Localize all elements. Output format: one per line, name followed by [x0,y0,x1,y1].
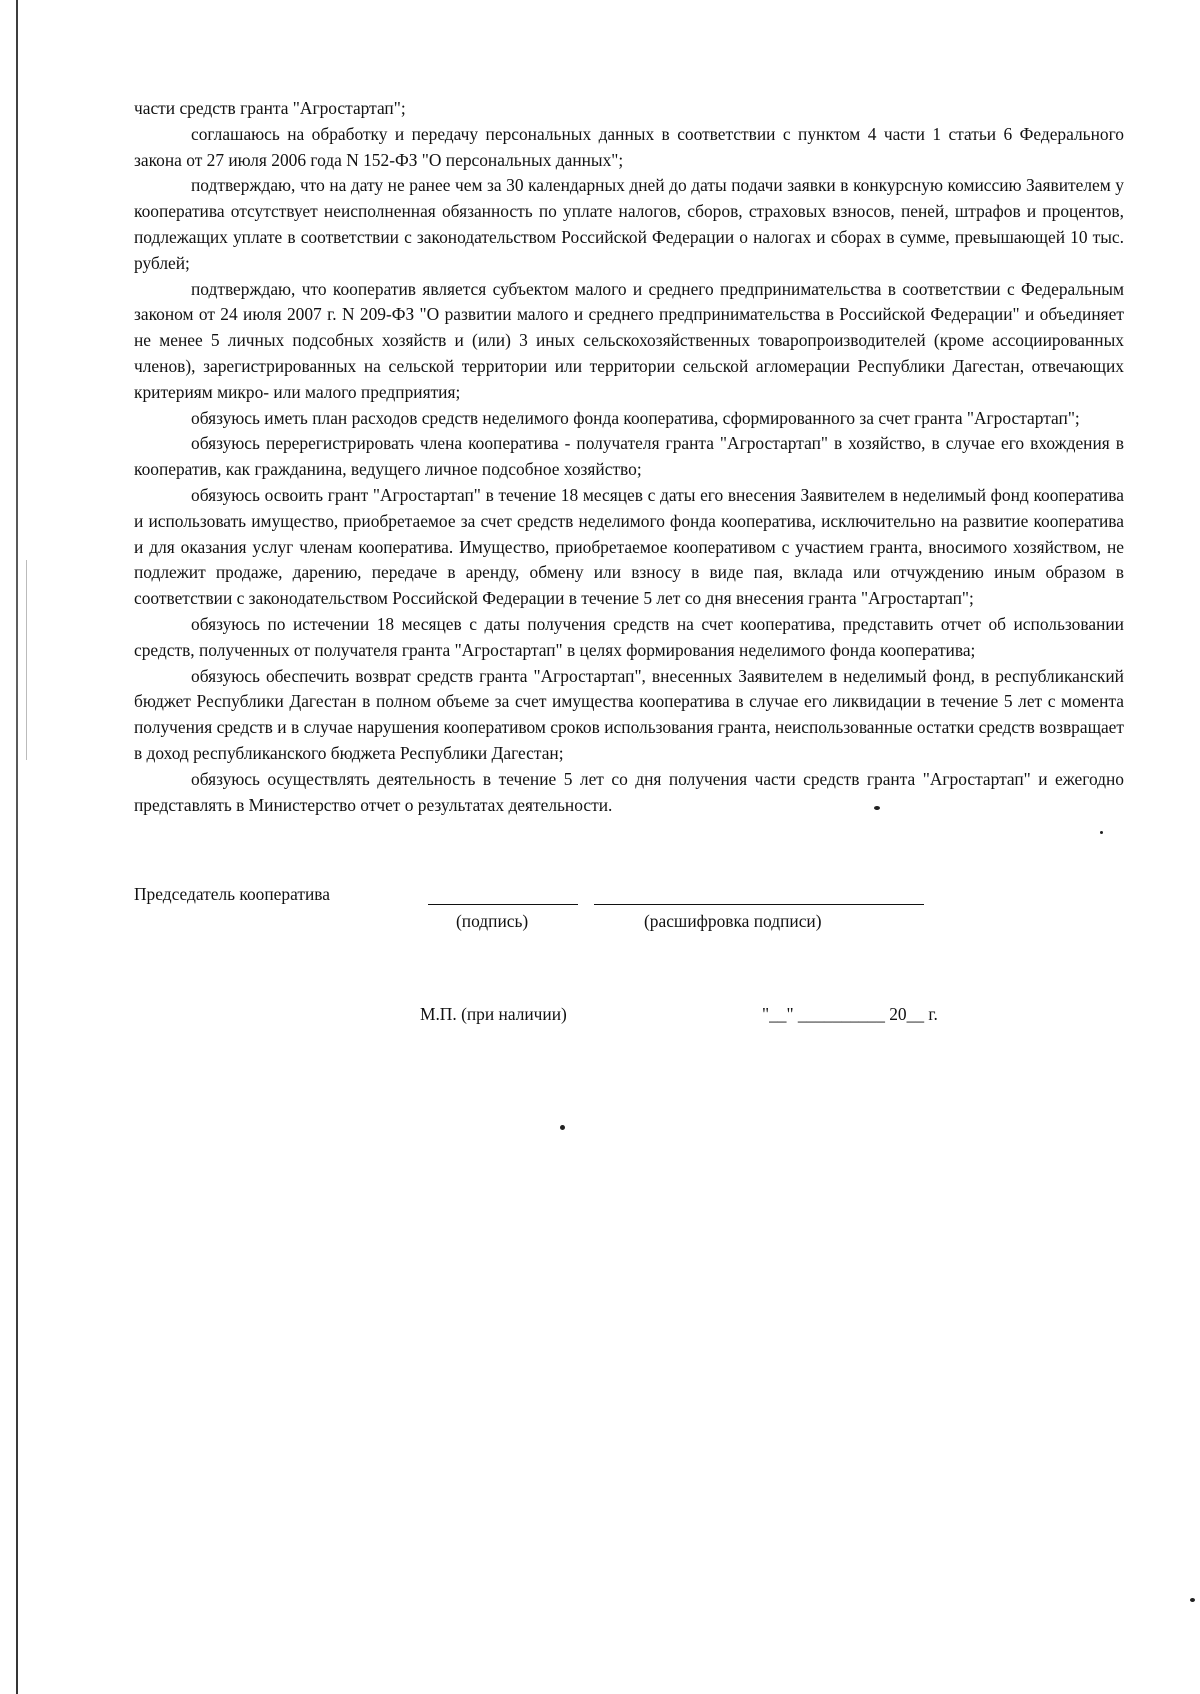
signature-decoding-line [594,904,924,905]
paragraph-reregistration: обязуюсь перерегистрировать члена кооператива - получателя гранта "Агростартап" в хозяйство, в случае его вхождения в кооператив, как гражданина, ведущего личное подсобное хозяйство; [134,433,1124,480]
paragraph-sme-status: подтверждаю, что кооператив является субъектом малого и среднего предпринимательства в соответствии с Федеральным законом от 24 июля 2007 г. N 209-ФЗ "О развитии малого и среднего предпринимательства в Российской Федерации" и объединяет не менее 5 личных подсобных хозяйств и (или) 3 иных сельскохозяйственных товаропроизводителей (кроме ассоциированных членов), зарегистрированных на сельской территории или территории сельской агломерации Республики Дагестан, отвечающих критериям микро- или малого предприятия; [134,278,1124,402]
signature-line [428,904,578,905]
paragraph-grant-usage: обязуюсь освоить грант "Агростартап" в течение 18 месяцев с даты его внесения Заявителем в неделимый фонд кооператива и использовать имущество, приобретаемое за счет средств неделимого фонда кооператива, исключительно на развитие кооператива и для оказания услуг членам кооператива. Имущество, приобретаемое кооперативом с участием гранта, вносимого хозяйством, не подлежит продаже, дарению, передаче в аренду, обмену или взносу в виде пая, вклада или отчуждению иным образом в соответствии с законодательством Российской Федерации в течение 5 лет со дня внесения гранта "Агростартап"; [134,484,1124,609]
paragraph-activity-obligation: обязуюсь осуществлять деятельность в течение 5 лет со дня получения части средств гранта "Агростартап" и ежегодно представлять в Министерство отчет о результатах деятельности. [134,768,1124,815]
signature-caption: (подпись) [456,911,529,931]
scan-speck [560,1125,565,1130]
paragraph-refund: обязуюсь обеспечить возврат средств гранта "Агростартап", внесенных Заявителем в неделимый фонд, в республиканский бюджет Республики Дагестан в полном объеме за счет имущества кооператива в случае его ликвидации в течение 5 лет с момента получения средств и в случае нарушения кооперативом сроков использования гранта, неиспользованные остатки средств возвращает в доход республиканского бюджета Республики Дагестан; [134,665,1124,763]
date-placeholder: "__" __________ 20__ г. [762,1004,938,1024]
paragraph-usage-report: обязуюсь по истечении 18 месяцев с даты получения средств на счет кооператива, представить отчет об использовании средств, полученных от получателя гранта "Агростартап" в целях формирования неделимого фонда кооператива; [134,613,1124,660]
scan-speck [1100,831,1103,834]
stamp-placeholder: М.П. (при наличии) [420,1004,567,1024]
paragraph-no-tax-debt: подтверждаю, что на дату не ранее чем за 30 календарных дней до даты подачи заявки в конкурсную комиссию Заявителем у кооператива отсутствует неисполненная обязанность по уплате налогов, сборов, страховых взносов, пеней, штрафов и процентов, подлежащих уплате в соответствии с законодательством Российской Федерации о налогах и сборах в сумме, превышающей 10 тыс. рублей; [134,175,1124,273]
scan-speck [874,806,880,810]
scan-speck [1190,1598,1195,1602]
paragraph-continuation: части средств гранта "Агростартап"; [134,98,406,118]
chairman-label: Председатель кооператива [134,884,330,904]
paragraph-personal-data-consent: соглашаюсь на обработку и передачу персональных данных в соответствии с пунктом 4 части 1 статьи 6 Федерального закона от 27 июля 2006 года N 152-ФЗ "О персональных данных"; [134,123,1124,170]
signature-decoding-caption: (расшифровка подписи) [644,911,822,931]
paragraph-expense-plan: обязуюсь иметь план расходов средств неделимого фонда кооператива, сформированного за счет гранта "Агростартап"; [191,407,1080,428]
